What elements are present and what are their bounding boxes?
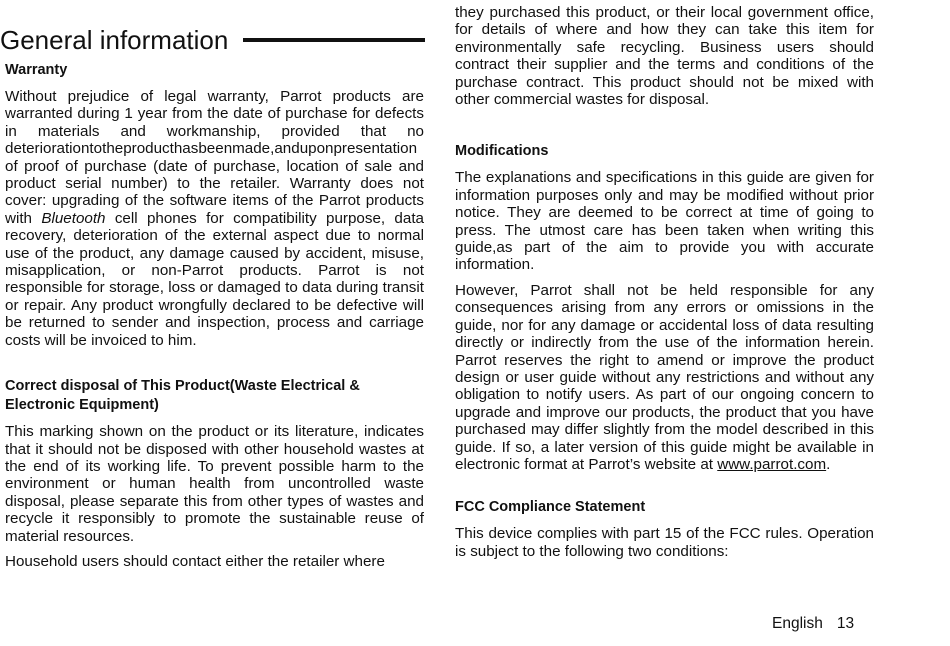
disposal-paragraph-1: This marking shown on the product or its literature, indicates that it should not be disposed with other household wastes at the end of its working life. To prevent possible harm to the environment or human health from uncontrolled waste disposal, please separate this from other types of wastes and recycle it responsibly to promote the sustainable reuse of material resources. [5,423,424,545]
fcc-paragraph: This device complies with part 15 of the FCC rules. Operation is subject to the following two conditions: [455,525,874,560]
left-column [5,61,424,570]
warranty-text-italic: Bluetooth [41,209,106,227]
page-heading [0,22,428,58]
disposal-heading: Correct disposal of This Product(Waste Electrical & Electronic Equipment) [5,378,360,414]
modifications-paragraph-2 [455,282,874,473]
warranty-text-a: Without prejudice of legal warranty, Parrot products are warranted during 1 year from the date of purchase for defects in materials and workmanship, provided that no deteriorationtotheproducthasbeenmade,anduponpresentation of proof of purchase (date of purchase, location of sale and product serial number) to the retailer. Warranty does not cover: upgrading of the software items of the Parrot products with [5,88,424,227]
disposal-paragraph-2-continued: they purchased this product, or their local government office, for details of where and how they can take this item for environmentally safe recycling. Business users should contract their supplier and the terms and conditions of the purchase contract. This product should not be mixed with other commercial wastes for disposal. [455,4,874,109]
parrot-website-link[interactable]: www.parrot.com [717,455,827,473]
right-column [455,4,874,560]
warranty-paragraph [5,88,424,349]
footer-language: English [772,615,823,632]
page-footer [772,615,854,633]
disposal-paragraph-2: Household users should contact either the retailer where [5,552,385,570]
modifications-text: However, Parrot shall not be held responsible for any consequences arising from any errors or omissions in the guide, nor for any damage or accidental loss of data resulting directly or indirectly from the use of the information herein. Parrot reserves the right to amend or improve the product design or user guide without any restrictions and without any obligation to notify users. As part of our ongoing concern to upgrade and improve our products, the product that you have purchased may differ slightly from the model described in this guide. If so, a later version of this guide might be available in electronic format at Parrot’s website at [455,281,874,473]
modifications-heading: Modifications [455,143,549,160]
page-title: General information [0,25,229,55]
fcc-heading: FCC Compliance Statement [455,499,646,516]
modifications-paragraph-1: The explanations and specifications in this guide are given for information purposes only and may be modified without prior notice. They are deemed to be correct at time of going to press. The utmost care has been taken when writing this guide,as part of the aim to provide you with accurate information. [455,169,874,274]
page-number: 13 [836,615,855,632]
warranty-text-b: cell phones for compatibility purpose, data recovery, deterioration of the external aspect due to normal use of the product, any damage caused by accident, misuse, misapplication, or non-Parrot products. Parrot is not responsible for storage, loss or damaged to data during transit or repair. Any product wrongfully declared to be defective will be returned to sender and inspection, process and carriage costs will be invoiced to him. [5,209,424,349]
warranty-heading: Warranty [5,62,68,78]
modifications-text-end: . [826,455,831,473]
title-rule [243,38,425,42]
